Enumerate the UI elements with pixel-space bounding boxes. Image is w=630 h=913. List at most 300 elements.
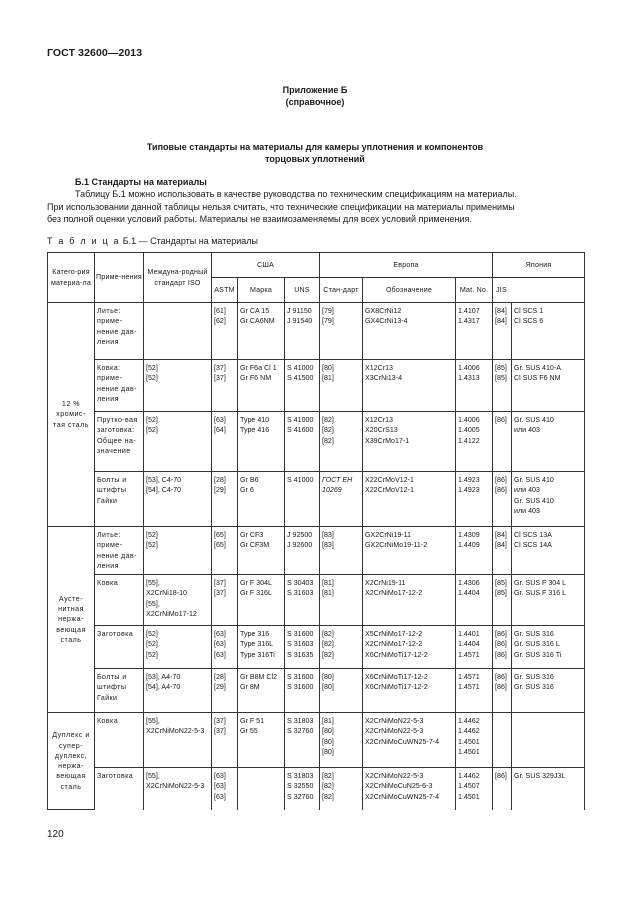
designation-value: GX8CrNi12: [365, 307, 402, 315]
table-row: [48, 713, 585, 768]
astm-value: [29]: [214, 683, 226, 692]
mat-no-value: 1.4309: [458, 531, 480, 539]
astm-value: [37]: [214, 374, 226, 383]
cell-eu-standard: [320, 669, 363, 713]
designation-value: X3CrNi13-4: [365, 374, 403, 383]
grade-value: Gr CA 15: [240, 307, 270, 315]
uns-value: S 31600: [287, 683, 314, 692]
table-caption: [47, 236, 258, 246]
iso-value: X2CrNiMo17-12: [146, 610, 197, 619]
grade-value: Type 410: [240, 416, 270, 424]
designation-value: X5CrNiMo17-12-2: [365, 630, 423, 639]
iso-value: [52]: [146, 416, 158, 424]
cell-application: Ковка: приме-нение дав-ления: [95, 360, 144, 412]
astm-value: [29]: [214, 486, 226, 495]
designation-value: GX2CrNi19-11: [365, 531, 411, 539]
jis-ref-value: [85]: [495, 374, 507, 383]
uns-value: S 41600: [287, 426, 314, 435]
grade-value: Gr F6a Cl 1: [240, 364, 277, 372]
cell-jis-grade: [512, 360, 585, 412]
header-mat-no: Mat. No.: [456, 278, 493, 303]
mat-no-value: 1.4923: [458, 476, 480, 484]
jis-ref-value: [86]: [495, 640, 507, 649]
header-eu-standard: Стан-дарт: [320, 278, 363, 303]
cell-jis-grade: [512, 472, 585, 527]
cell-iso: [144, 575, 212, 626]
table-row: [48, 472, 585, 527]
designation-value: X6CrNiMoTi17-12-2: [365, 650, 428, 659]
cell-jis-ref: [493, 527, 512, 575]
paragraph-line-2: При использовании данной таблицы нельзя считать, что технические спецификации на материалы применимы: [47, 201, 515, 212]
iso-value: [52]: [146, 630, 158, 639]
cell-eu-standard: [320, 575, 363, 626]
eu-standard-value: 10269: [322, 486, 342, 495]
uns-value: S 31600: [287, 630, 314, 639]
uns-value: S 41000: [287, 416, 314, 424]
designation-value: X2CrNiMoN22-5-3: [365, 727, 424, 736]
mat-no-value: 1.4923: [458, 486, 480, 495]
cell-grade: [238, 713, 285, 768]
mat-no-value: 1.4571: [458, 650, 480, 659]
jis-grade-value: Gr. SUS 410: [514, 496, 554, 505]
mat-no-value: 1.4409: [458, 541, 480, 550]
grade-value: Gr CF3M: [240, 541, 270, 550]
eu-standard-value: [80]: [322, 673, 334, 682]
grade-value: Gr F6 NM: [240, 374, 272, 383]
cell-grade: [238, 575, 285, 626]
uns-value: S 31803: [287, 717, 314, 726]
uns-value: S 30403: [287, 579, 314, 588]
uns-value: S 31803: [287, 772, 314, 781]
cell-jis-grade: [512, 626, 585, 669]
jis-ref-value: [84]: [495, 307, 507, 315]
designation-value: X12Cr13: [365, 364, 393, 372]
cell-jis-ref: [493, 768, 512, 810]
jis-ref-value: [84]: [495, 317, 507, 326]
cell-mat-no: [456, 669, 493, 713]
cell-jis-ref: [493, 575, 512, 626]
designation-value: X2CrNiMoN22-5-3: [365, 717, 424, 726]
mat-no-value: 1.4317: [458, 317, 480, 326]
cell-uns: [285, 360, 320, 412]
mat-no-value: 1.4507: [458, 782, 480, 791]
header-japan: Япония: [493, 253, 585, 278]
eu-standard-value: [82]: [322, 650, 334, 659]
eu-standard-value: [81]: [322, 589, 334, 598]
cell-application: Литье: приме-нение дав-ления: [95, 303, 144, 360]
iso-value: [55],: [146, 717, 160, 726]
cell-jis-ref: [493, 669, 512, 713]
cell-mat-no: [456, 412, 493, 472]
cell-eu-standard: [320, 713, 363, 768]
eu-standard-value: [81]: [322, 717, 334, 726]
mat-no-value: 1.4107: [458, 307, 480, 315]
jis-grade-value: или 403: [514, 486, 540, 495]
intro-paragraph: [47, 188, 584, 226]
materials-standards-table: [47, 252, 585, 810]
jis-ref-value: [85]: [495, 364, 507, 372]
cell-mat-no: [456, 626, 493, 669]
cell-iso: [144, 303, 212, 360]
uns-value: S 32760: [287, 792, 314, 801]
annex-title: Приложение Б: [282, 85, 348, 95]
eu-standard-value: [82]: [322, 782, 334, 791]
jis-grade-value: Gr. SUS F 304 L: [514, 579, 567, 588]
cell-astm: [212, 713, 238, 768]
annex-heading: [0, 84, 630, 108]
cell-jis-grade: [512, 575, 585, 626]
uns-value: S 41500: [287, 374, 314, 383]
iso-value: [55],: [146, 579, 160, 588]
iso-value: [52]: [146, 650, 158, 659]
cell-jis-grade: [512, 303, 585, 360]
cell-category: 12 % хромис-тая сталь: [48, 303, 95, 527]
jis-grade-value: Gr. SUS 410: [514, 476, 554, 484]
eu-standard-value: [80]: [322, 683, 334, 692]
cell-application: Литье: приме-нение дав-ления: [95, 527, 144, 575]
designation-value: X39CrMo17-1: [365, 436, 410, 445]
table-row: [48, 626, 585, 669]
grade-value: Type 316: [240, 630, 270, 639]
cell-grade: [238, 360, 285, 412]
grade-value: Gr 55: [240, 727, 258, 736]
mat-no-value: 1.4462: [458, 717, 480, 726]
cell-grade: [238, 768, 285, 810]
jis-grade-value: или 403: [514, 506, 540, 515]
paragraph-line-3: без полной оценки условий работы. Материалы не взаимозаменяемы для всех условий применения.: [47, 214, 472, 225]
cell-application: Заготовка: [95, 626, 144, 669]
eu-standard-value: [82]: [322, 792, 334, 801]
eu-standard-value: [82]: [322, 426, 334, 435]
cell-uns: [285, 713, 320, 768]
astm-value: [62]: [214, 317, 226, 326]
designation-value: GX4CrNi13-4: [365, 317, 408, 326]
cell-astm: [212, 472, 238, 527]
cell-uns: [285, 669, 320, 713]
cell-application: Прутко-вая заготовка: Общее на-значение: [95, 412, 144, 472]
jis-ref-value: [85]: [495, 579, 507, 588]
header-usa: США: [212, 253, 320, 278]
cell-application: Болты и штифты Гайки: [95, 669, 144, 713]
table-caption-label: Т а б л и ц а: [47, 236, 121, 246]
eu-standard-value: [83]: [322, 531, 334, 539]
astm-value: [61]: [214, 307, 226, 315]
cell-eu-standard: [320, 527, 363, 575]
jis-grade-value: или 403: [514, 426, 540, 435]
jis-grade-value: Gr. SUS F 316 L: [514, 589, 567, 598]
jis-ref-value: [85]: [495, 589, 507, 598]
cell-grade: [238, 626, 285, 669]
table-row: [48, 768, 585, 810]
jis-grade-value: Cl SUS F6 NM: [514, 374, 561, 383]
designation-value: X2CrNiMoN22-5-3: [365, 772, 424, 781]
eu-standard-value: ГОСТ ЕН: [322, 476, 353, 484]
cell-grade: [238, 303, 285, 360]
designation-value: X2CrNi19-11: [365, 579, 406, 588]
cell-designation: [363, 303, 456, 360]
mat-no-value: 1.4404: [458, 589, 480, 598]
jis-ref-value: [86]: [495, 486, 507, 495]
cell-uns: [285, 303, 320, 360]
cell-eu-standard: [320, 768, 363, 810]
mat-no-value: 1.4006: [458, 416, 480, 424]
iso-value: [55],: [146, 599, 160, 608]
cell-jis-grade: [512, 412, 585, 472]
mat-no-value: 1.4306: [458, 579, 480, 588]
astm-value: [37]: [214, 717, 226, 726]
iso-value: [53], A4-70: [146, 673, 181, 682]
jis-ref-value: [86]: [495, 476, 507, 484]
header-grade: Марка: [238, 278, 285, 303]
grade-value: Gr F 304L: [240, 579, 272, 588]
cell-designation: [363, 360, 456, 412]
jis-ref-value: [86]: [495, 650, 507, 659]
jis-grade-value: Gr. SUS 316: [514, 683, 554, 692]
cell-grade: [238, 669, 285, 713]
cell-astm: [212, 527, 238, 575]
cell-iso: [144, 768, 212, 810]
mat-no-value: 1.4462: [458, 772, 480, 781]
cell-jis-ref: [493, 303, 512, 360]
cell-mat-no: [456, 575, 493, 626]
cell-designation: [363, 412, 456, 472]
cell-application: Ковка: [95, 713, 144, 768]
mat-no-value: 1.4501: [458, 737, 480, 746]
designation-value: X2CrNiMo17-12-2: [365, 589, 423, 598]
iso-value: [54], A4-70: [146, 683, 181, 692]
jis-ref-value: [84]: [495, 541, 507, 550]
uns-value: S 31635: [287, 650, 314, 659]
iso-value: X2CrNi18-10: [146, 589, 188, 598]
astm-value: [65]: [214, 541, 226, 550]
cell-jis-grade: [512, 527, 585, 575]
table-body: [48, 303, 585, 810]
cell-uns: [285, 626, 320, 669]
doc-title-line-2: торцовых уплотнений: [265, 154, 365, 164]
grade-value: Gr CF3: [240, 531, 264, 539]
eu-standard-value: [80]: [322, 748, 334, 757]
astm-value: [63]: [214, 782, 226, 791]
cell-designation: [363, 768, 456, 810]
iso-value: [53], C4-70: [146, 476, 182, 484]
designation-value: X20CrS13: [365, 426, 398, 435]
mat-no-value: 1.4404: [458, 640, 480, 649]
cell-astm: [212, 626, 238, 669]
astm-value: [37]: [214, 727, 226, 736]
cell-eu-standard: [320, 360, 363, 412]
jis-grade-value: Gr. SUS 316 L: [514, 640, 560, 649]
uns-value: J 92500: [287, 531, 313, 539]
cell-designation: [363, 669, 456, 713]
cell-iso: [144, 472, 212, 527]
table-row: [48, 669, 585, 713]
jis-grade-value: Cl SCS 14A: [514, 541, 552, 550]
uns-value: J 91150: [287, 307, 312, 315]
table-row: [48, 575, 585, 626]
table-row: [48, 527, 585, 575]
grade-value: Type 316L: [240, 640, 274, 649]
cell-designation: [363, 713, 456, 768]
iso-value: [55],: [146, 772, 160, 781]
table-row: [48, 412, 585, 472]
jis-grade-value: Cl SCS 6: [514, 317, 544, 326]
cell-iso: [144, 669, 212, 713]
eu-standard-value: [79]: [322, 317, 334, 326]
iso-value: [52]: [146, 541, 158, 550]
astm-value: [63]: [214, 772, 226, 781]
cell-mat-no: [456, 527, 493, 575]
astm-value: [37]: [214, 364, 226, 372]
cell-eu-standard: [320, 626, 363, 669]
header-designation: Обозначение: [363, 278, 456, 303]
uns-value: S 31603: [287, 640, 314, 649]
mat-no-value: 1.4401: [458, 630, 480, 639]
cell-application: Ковка: [95, 575, 144, 626]
uns-value: S 41000: [287, 364, 314, 372]
mat-no-value: 1.4501: [458, 748, 480, 757]
iso-value: [52]: [146, 426, 158, 435]
cell-astm: [212, 303, 238, 360]
header-europe: Европа: [320, 253, 493, 278]
cell-jis-grade: [512, 768, 585, 810]
cell-designation: [363, 527, 456, 575]
header-uns: UNS: [285, 278, 320, 303]
cell-jis-ref: [493, 412, 512, 472]
jis-ref-value: [86]: [495, 683, 507, 692]
mat-no-value: 1.4501: [458, 792, 480, 801]
jis-grade-value: Cl SCS 1: [514, 307, 544, 315]
astm-value: [65]: [214, 531, 226, 539]
page-number: 120: [47, 829, 64, 840]
iso-value: [52]: [146, 531, 158, 539]
cell-mat-no: [456, 713, 493, 768]
annex-doc-title: [0, 141, 630, 165]
eu-standard-value: [81]: [322, 579, 334, 588]
header-astm: ASTM: [212, 278, 238, 303]
cell-jis-ref: [493, 713, 512, 768]
uns-value: J 92600: [287, 541, 313, 550]
eu-standard-value: [82]: [322, 436, 334, 445]
cell-astm: [212, 412, 238, 472]
cell-designation: [363, 626, 456, 669]
grade-value: Type 316Ti: [240, 650, 275, 659]
cell-category: Аусте-нитная нержа-веющая сталь: [48, 527, 95, 713]
cell-application: Болты и штифты Гайки: [95, 472, 144, 527]
cell-eu-standard: [320, 303, 363, 360]
eu-standard-value: [82]: [322, 772, 334, 781]
eu-standard-value: [83]: [322, 541, 334, 550]
cell-designation: [363, 575, 456, 626]
cell-jis-ref: [493, 472, 512, 527]
designation-value: X22CrMoV12-1: [365, 476, 414, 484]
eu-standard-value: [82]: [322, 630, 334, 639]
grade-value: Gr B8M Cl2: [240, 673, 278, 682]
grade-value: Gr F 316L: [240, 589, 272, 598]
designation-value: X12Cr13: [365, 416, 393, 424]
jis-ref-value: [86]: [495, 630, 507, 639]
jis-grade-value: Cl SCS 13A: [514, 531, 552, 539]
uns-value: S 31600: [287, 673, 314, 682]
cell-astm: [212, 360, 238, 412]
cell-mat-no: [456, 768, 493, 810]
designation-value: X22CrMoV12-1: [365, 486, 414, 495]
grade-value: Gr 6: [240, 486, 254, 495]
astm-value: [37]: [214, 589, 226, 598]
cell-uns: [285, 527, 320, 575]
cell-astm: [212, 669, 238, 713]
jis-grade-value: Gr. SUS 316 Ti: [514, 650, 562, 659]
eu-standard-value: [80]: [322, 364, 334, 372]
astm-value: [63]: [214, 792, 226, 801]
astm-value: [63]: [214, 650, 226, 659]
eu-standard-value: [82]: [322, 640, 334, 649]
jis-ref-value: [86]: [495, 772, 507, 781]
cell-category: Дуплекс и супер-дуплекс, нержа-веющая сталь: [48, 713, 95, 810]
cell-mat-no: [456, 360, 493, 412]
cell-uns: [285, 412, 320, 472]
mat-no-value: 1.4005: [458, 426, 480, 435]
eu-standard-value: [79]: [322, 307, 334, 315]
jis-grade-value: Gr. SUS 410-A: [514, 364, 561, 372]
iso-value: [52]: [146, 640, 158, 649]
astm-value: [63]: [214, 630, 226, 639]
astm-value: [28]: [214, 476, 226, 484]
header-application: Приме-нения: [95, 253, 144, 303]
header-iso: Междуна-родный стандарт ISO: [144, 253, 212, 303]
cell-iso: [144, 360, 212, 412]
table-caption-text: Б.1 — Стандарты на материалы: [120, 236, 259, 246]
uns-value: S 32760: [287, 727, 314, 736]
astm-value: [63]: [214, 640, 226, 649]
cell-uns: [285, 768, 320, 810]
designation-value: GX2CrNiMo19-11-2: [365, 541, 428, 550]
cell-grade: [238, 472, 285, 527]
cell-jis-grade: [512, 669, 585, 713]
eu-standard-value: [81]: [322, 374, 334, 383]
designation-value: X6CrNiMoTi17-12-2: [365, 673, 428, 682]
cell-astm: [212, 575, 238, 626]
header-category: Катего-рия материа-ла: [48, 253, 95, 303]
mat-no-value: 1.4313: [458, 374, 480, 383]
uns-value: J 91540: [287, 317, 313, 326]
cell-eu-standard: [320, 472, 363, 527]
cell-astm: [212, 768, 238, 810]
iso-value: X2CrNiMoN22-5-3: [146, 782, 205, 791]
grade-value: Gr B6: [240, 476, 259, 484]
astm-value: [37]: [214, 579, 226, 588]
cell-designation: [363, 472, 456, 527]
designation-value: X2CrNiMo17-12-2: [365, 640, 423, 649]
astm-value: [28]: [214, 673, 226, 682]
cell-jis-grade: [512, 713, 585, 768]
eu-standard-value: [80]: [322, 737, 334, 746]
mat-no-value: 1.4122: [458, 436, 480, 445]
grade-value: Gr F 51: [240, 717, 265, 726]
iso-value: [52]: [146, 374, 158, 383]
cell-uns: [285, 575, 320, 626]
cell-eu-standard: [320, 412, 363, 472]
designation-value: X6CrNiMoTi17-12-2: [365, 683, 428, 692]
document-code: ГОСТ 32600—2013: [47, 47, 143, 59]
uns-value: S 32550: [287, 782, 314, 791]
table-row: [48, 360, 585, 412]
jis-grade-value: Gr. SUS 410: [514, 416, 554, 424]
header-jis: JIS: [493, 278, 585, 303]
grade-value: Gr 8M: [240, 683, 260, 692]
designation-value: X2CrNiMoCuWN25-7-4: [365, 737, 440, 746]
cell-iso: [144, 713, 212, 768]
eu-standard-value: [80]: [322, 727, 334, 736]
